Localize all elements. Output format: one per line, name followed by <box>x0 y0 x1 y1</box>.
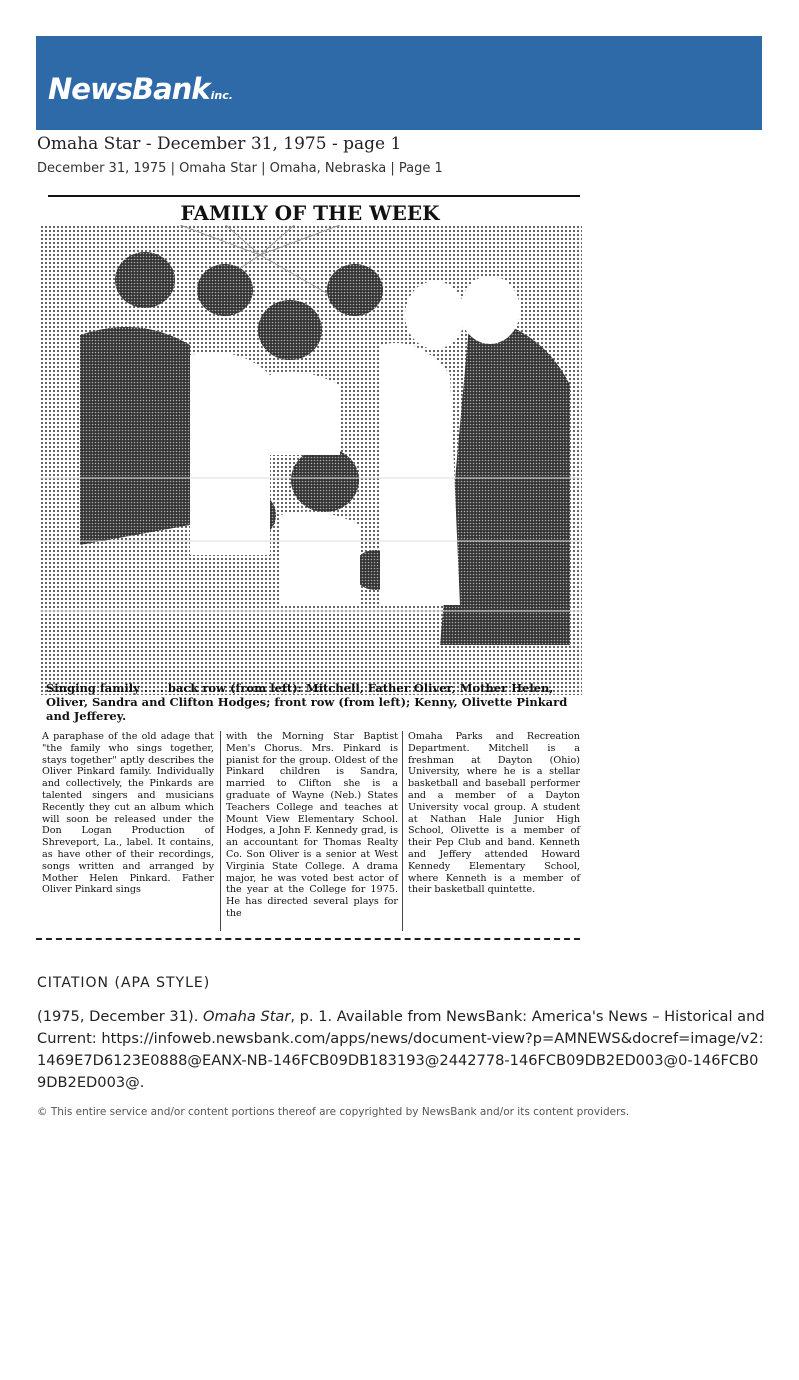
citation-prefix: (1975, December 31). <box>37 1008 203 1025</box>
logo-text: NewsBank <box>48 72 210 106</box>
clipping-top-rule <box>48 195 580 197</box>
article-column-3: Omaha Parks and Recreation Department. Mitchell is a freshman at Dayton (Ohio) University, where he is a stellar basketball and baseball performer and a member of a Dayton University vocal group. A student at Nathan Hale Junior High School, Olivette is a member of their Pep Club and band. Kenneth and Jeffery attended Howard Kennedy Elementary School, where Kenneth is a member of their basketball quintette. <box>408 731 580 896</box>
column-divider <box>402 731 403 931</box>
citation-text[interactable] <box>37 1006 767 1094</box>
newsbank-logo[interactable] <box>48 72 233 106</box>
article-column-2: with the Morning Star Baptist Men's Chorus. Mrs. Pinkard is pianist for the group. Oldest of the Pinkard children is Sandra, married to Clifton she is a graduate of Wayne (Neb.) States Teachers College and teaches at Mount View Elementary School. Hodges, a John F. Kennedy grad, is an accountant for Thomas Realty Co. Son Oliver is a senior at West Virginia State College. A drama major, he was voted best actor of the year at the College for 1975. He has directed several plays for the <box>226 731 398 919</box>
newspaper-clipping <box>36 193 584 945</box>
column-divider <box>220 731 221 931</box>
citation-suffix: , p. 1. Available from NewsBank: America's News – Historical and Current: https://infoweb.newsbank.com/apps/news/document-view?p=AMNEWS&docref=image/v2:1469E7D6123E0888@EANX-NB-146FCB09DB183193@2442778-146FCB09DB2ED003@0-146FCB09DB2ED003@. <box>37 1008 765 1091</box>
article-columns <box>42 731 582 931</box>
newsbank-banner <box>36 36 762 130</box>
clipping-bottom-rule <box>36 938 580 940</box>
citation-source: Omaha Star <box>202 1008 291 1025</box>
document-meta: December 31, 1975 | Omaha Star | Omaha, Nebraska | Page 1 <box>37 161 443 176</box>
document-title: Omaha Star - December 31, 1975 - page 1 <box>37 134 402 154</box>
family-photo <box>40 225 582 695</box>
clipping-heading: FAMILY OF THE WEEK <box>180 201 440 225</box>
article-column-1: A paraphase of the old adage that "the family who sings together, stays together" aptly describes the Oliver Pinkard family. Individually and collectively, the Pinkards are talented singers and musicians Recently they cut an album which will soon be released under the Don Logan Production of Shreveport, La., label. It contains, as have other of their recordings, songs written and arranged by Mother Helen Pinkard. Father Oliver Pinkard sings <box>42 731 214 896</box>
photo-caption: Singing family . . . back row (from left): Mitchell, Father Oliver, Mother Helen, Oliver, Sandra and Clifton Hodges; front row (from left); Kenny, Olivette Pinkard and Jefferey. <box>46 681 568 723</box>
logo-suffix: inc. <box>210 89 233 102</box>
copyright-notice: © This entire service and/or content portions thereof are copyrighted by NewsBank and/or its content providers. <box>37 1106 630 1118</box>
citation-heading: CITATION (APA STYLE) <box>37 975 211 991</box>
